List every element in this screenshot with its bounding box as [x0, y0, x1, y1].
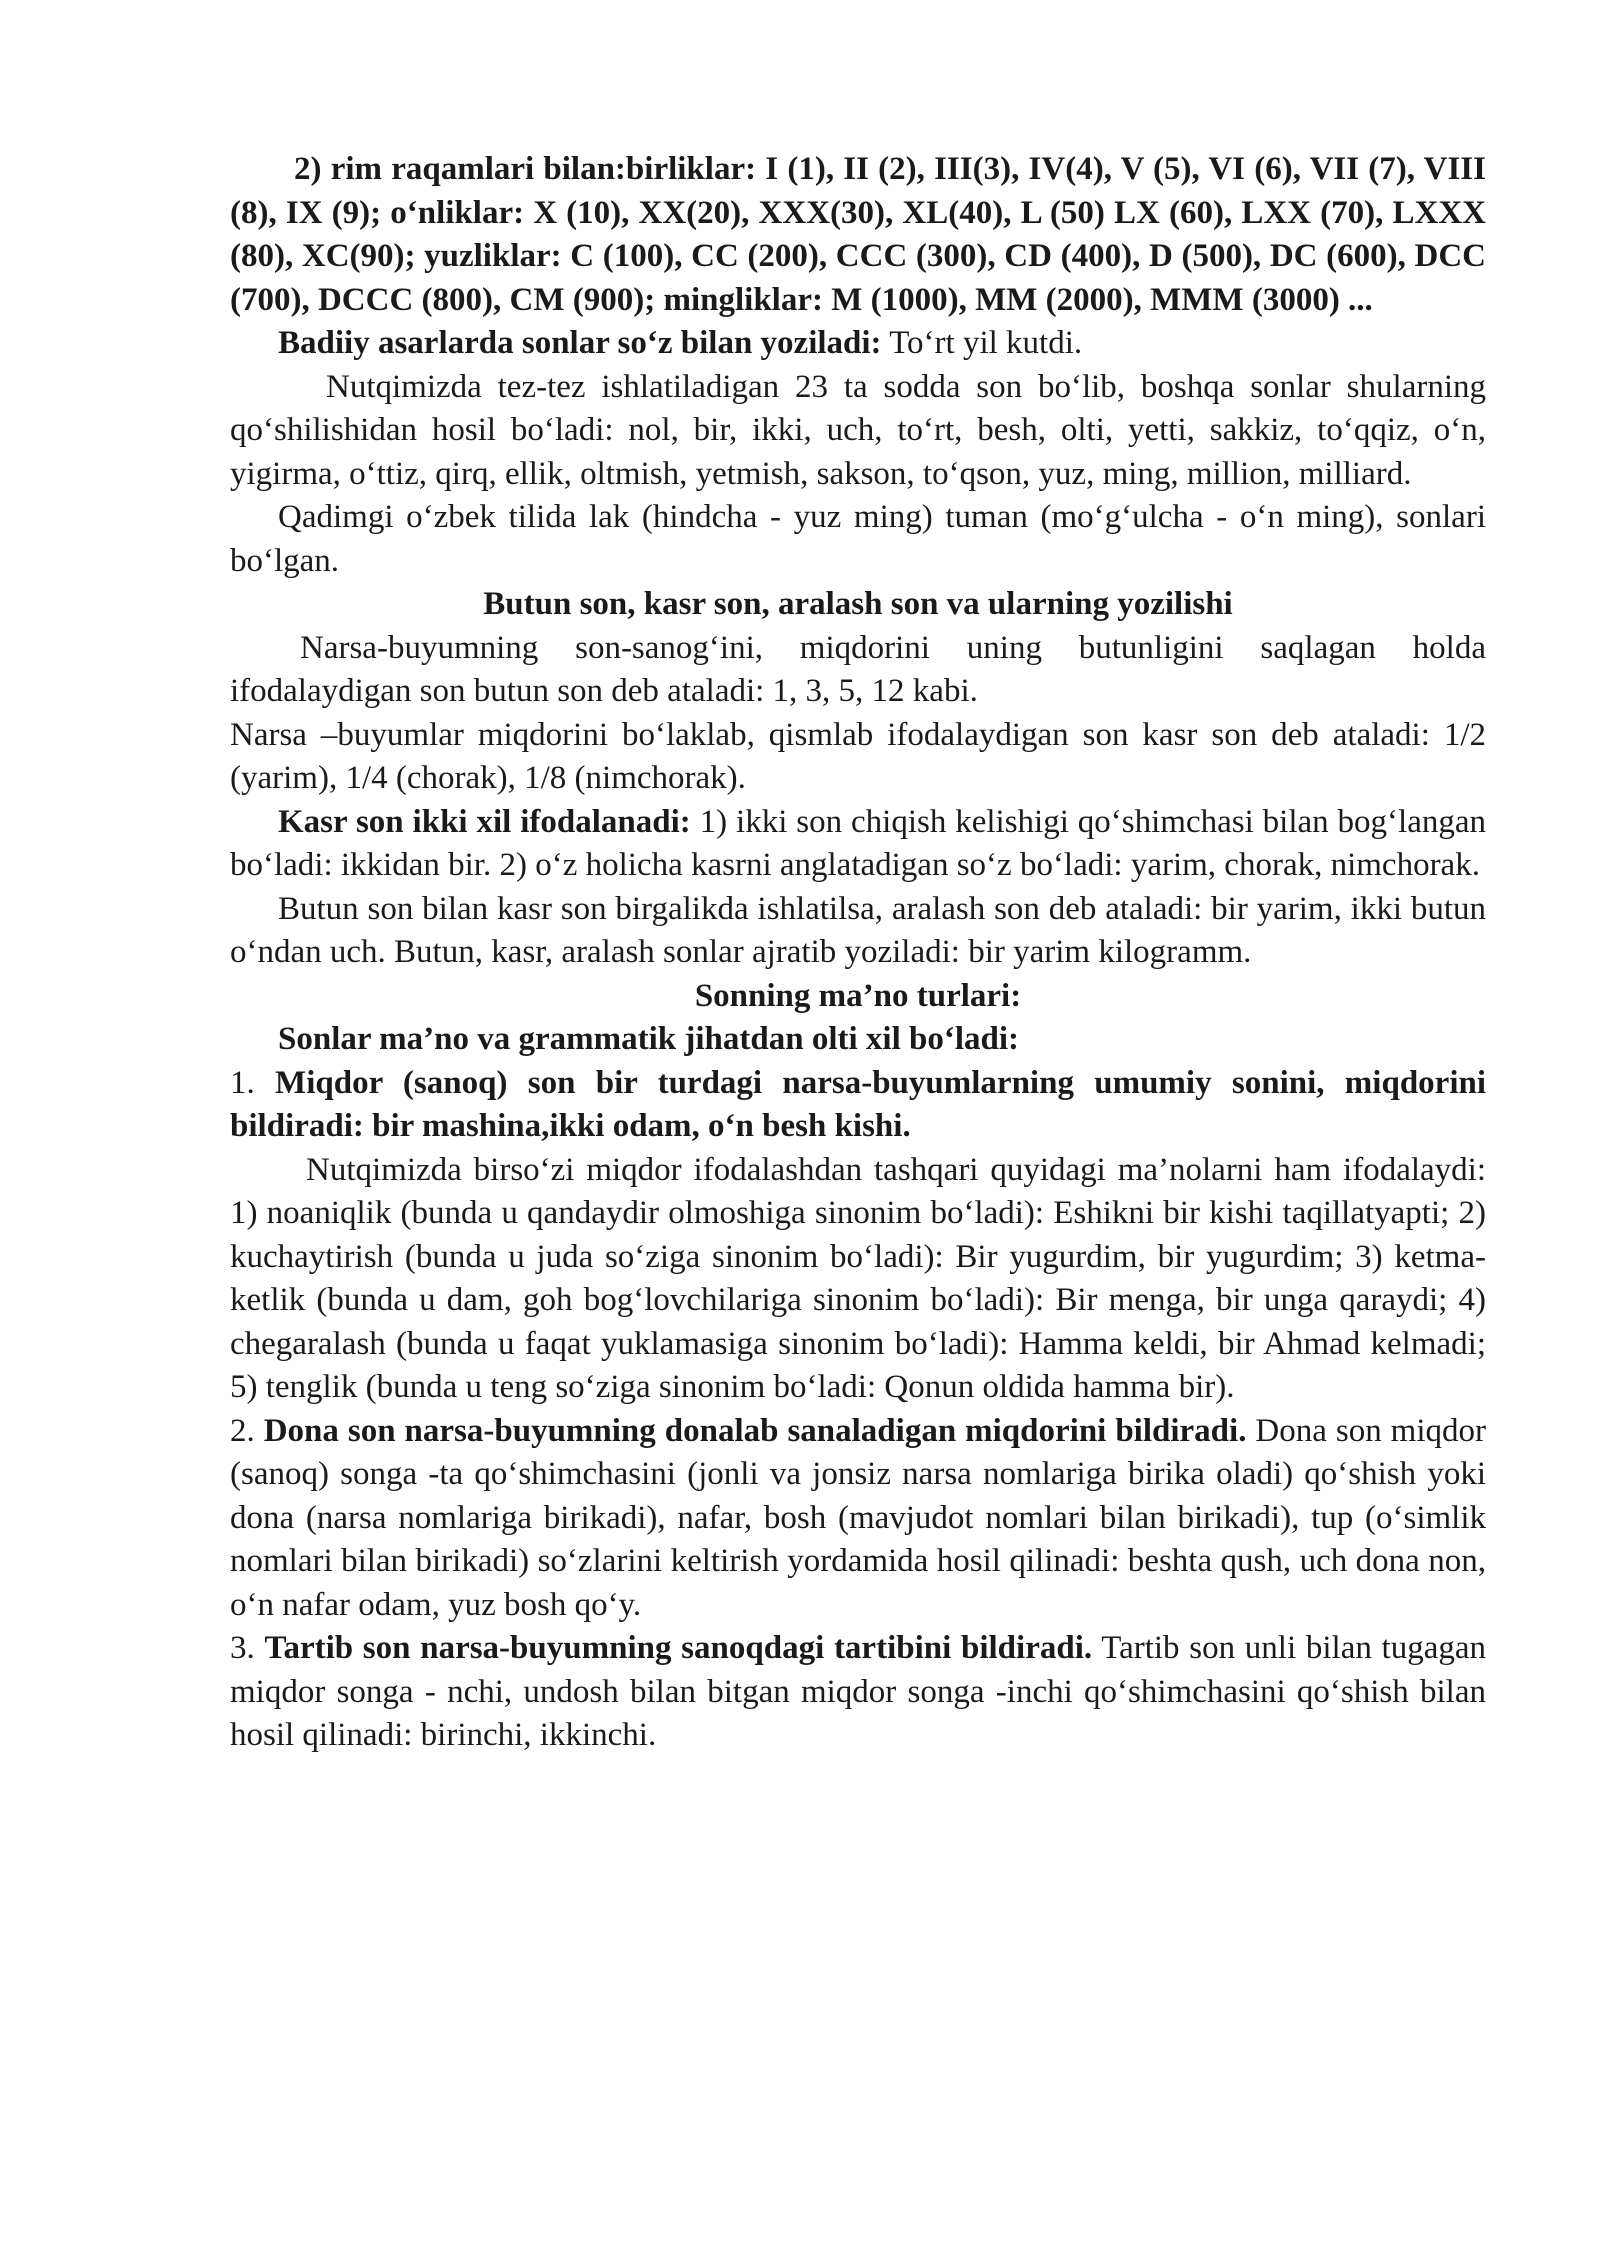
badiiy-bold: Badiiy asarlarda sonlar so‘z bilan yoziladi: — [278, 325, 882, 361]
tartib-son-bold: Tartib son narsa-buyumning sanoqdagi tartibini bildiradi. — [264, 1630, 1093, 1666]
kasr-ikki-xil-paragraph — [230, 801, 1486, 888]
tartib-son-text: Tartib son unli bilan tugagan miqdor songa - nchi, undosh bilan bitgan miqdor songa -inchi qo‘shimchasini qo‘shish bilan hosil qilinadi: birinchi, ikkinchi. — [230, 1630, 1487, 1753]
nutqimizda-paragraph: Nutqimizda tez-tez ishlatiladigan 23 ta sodda son bo‘lib, boshqa sonlar shularning qo‘shilishidan hosil bo‘ladi: nol, bir, ikki, uch, to‘rt, besh, olti, yetti, sakkiz, to‘qqiz, o‘n, yigirma, o‘ttiz, qirq, ellik, oltmish, yetmish, sakson, to‘qson, yuz, ming, million, milliard. — [230, 368, 1486, 492]
list-number: 3. — [230, 1630, 265, 1666]
document-page — [230, 148, 1486, 1758]
section-heading-butun-son: Butun son, kasr son, aralash son va ularning yozilishi — [483, 586, 1233, 622]
list-number: 1. — [230, 1064, 276, 1101]
roman-numerals-text: 2) rim raqamlari bilan:birliklar: I (1), II (2), III(3), IV(4), V (5), VI (6), VII (7), VIII (8), IX (9); o‘nliklar: X (10), XX(20), XXX(30), XL(40), L (50) LX (60), LXX (70), LXXX (80), XC(90); yuzliklar: C (100), CC (200), CCC (300), CD (400), D (500), DC (600), DCC (700), DCCC (800), CM (900); mingliklar: M (1000), MM (2000), MMM (3000) ... — [230, 151, 1486, 318]
list-item-dona-son — [230, 1410, 1486, 1628]
kasr-ikki-text: 1) ikki son chiqish kelishigi qo‘shimchasi bilan bog‘langan bo‘ladi: ikkidan bir. 2) o‘z holicha kasrni anglatadigan so‘z bo‘ladi: yarim, chorak, nimchorak. — [230, 803, 1486, 883]
kasr-son-definition: Narsa –buyumlar miqdorini bo‘laklab, qismlab ifodalaydigan son kasr son deb ataladi: 1/2 (yarim), 1/4 (chorak), 1/8 (nimchorak). — [230, 716, 1486, 796]
aralash-son-paragraph: Butun son bilan kasr son birgalikda ishlatilsa, aralash son deb ataladi: bir yarim, ikki butun o‘ndan uch. Butun, kasr, aralash sonlar ajratib yoziladi: bir yarim kilogramm. — [230, 890, 1486, 970]
dona-son-bold: Dona son narsa-buyumning donalab sanaladigan miqdorini bildiradi. — [263, 1412, 1247, 1449]
miqdor-son-bold: Miqdor (sanoq) son bir turdagi narsa-buyumlarning umumiy sonini, miqdorini bildiradi: bir mashina,ikki odam, o‘n besh kishi. — [230, 1064, 1487, 1144]
kasr-ikki-bold: Kasr son ikki xil ifodalanadi: — [278, 803, 691, 840]
butun-son-definition: Narsa-buyumning son-sanog‘ini, miqdorini uning butunligini saqlagan holda ifodalaydigan son butun son deb ataladi: 1, 3, 5, 12 kabi. — [230, 629, 1486, 709]
section-heading-mano-turlari: Sonning ma’no turlari: — [694, 977, 1022, 1014]
birsozi-paragraph: Nutqimizda birso‘zi miqdor ifodalashdan tashqari quyidagi ma’nolarni ham ifodalaydi: 1) noaniqlik (bunda u qandaydir olmoshiga sinonim bo‘ladi): Eshikni bir kishi taqillatyapti; 2) kuchaytirish (bunda u juda so‘ziga sinonim bo‘ladi): Bir yugurdim, bir yugurdim; 3) ketma-ketlik (bunda u dam, goh bog‘lovchilariga sinonim bo‘ladi): Bir menga, bir unga qaraydi; 4) chegaralash (bunda u faqat yuklamasiga sinonim bo‘ladi): Hamma keldi, bir Ahmad kelmadi; 5) tenglik (bunda u teng so‘ziga sinonim bo‘ladi: Qonun oldida hamma bir). — [230, 1151, 1486, 1405]
dona-son-text: Dona son miqdor (sanoq) songa -ta qo‘shimchasini (jonli va jonsiz narsa nomlariga birika oladi) qo‘shish yoki dona (narsa nomlariga birikadi), nafar, bosh (mavjudot nomlari bilan birikadi), tup (o‘simlik nomlari bilan birikadi) so‘zlarini keltirish yordamida hosil qilinadi: beshta qush, uch dona non, o‘n nafar odam, yuz bosh qo‘y. — [230, 1412, 1486, 1623]
badiiy-paragraph — [230, 322, 1486, 366]
list-item-miqdor-son — [230, 1062, 1486, 1149]
roman-numerals-paragraph — [230, 148, 1486, 322]
list-item-tartib-son — [230, 1627, 1486, 1758]
olti-xil-heading: Sonlar ma’no va grammatik jihatdan olti xil bo‘ladi: — [278, 1021, 1020, 1057]
list-number: 2. — [230, 1412, 264, 1449]
badiiy-text: To‘rt yil kutdi. — [881, 325, 1083, 361]
qadimgi-paragraph: Qadimgi o‘zbek tilida lak (hindcha - yuz ming) tuman (mo‘g‘ulcha - o‘n ming), sonlari bo‘lgan. — [230, 499, 1486, 579]
